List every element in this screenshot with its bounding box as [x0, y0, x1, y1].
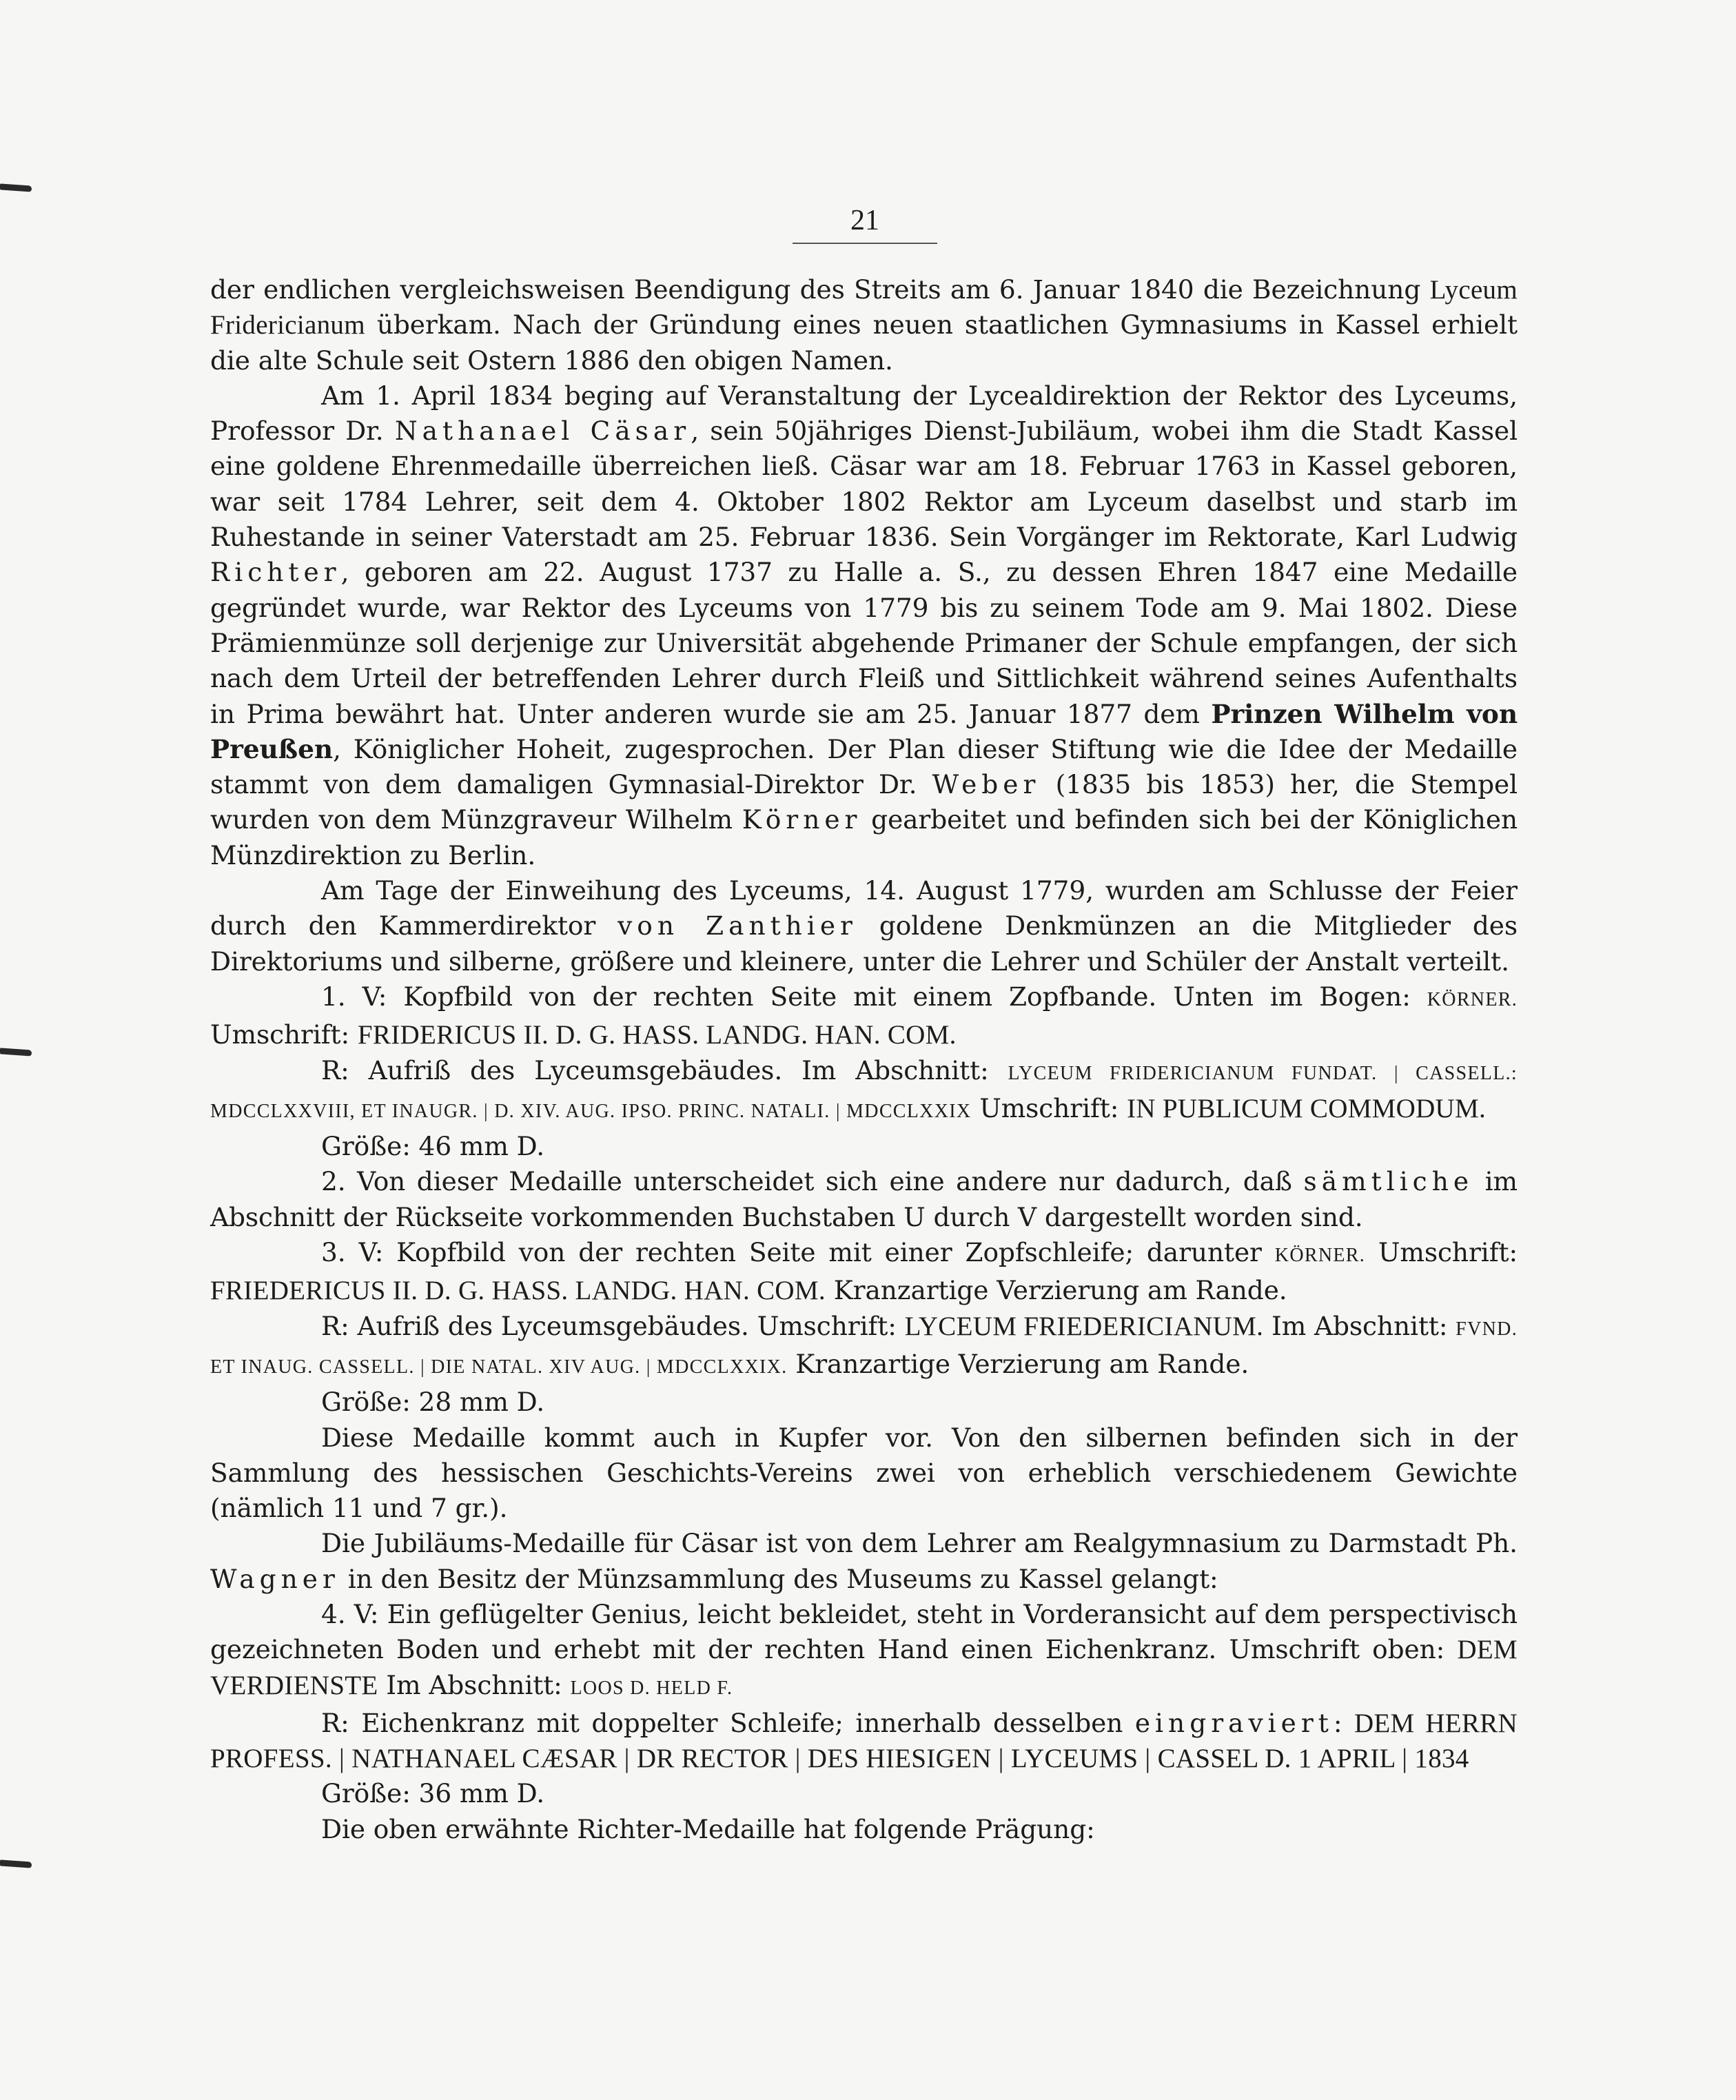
paragraph	[210, 1129, 1518, 1164]
text-run: (1835 bis 1853) her, die Stempel wurden von dem Münzgraveur Wilhelm	[210, 769, 1518, 835]
text-run: Lyceum Fridericianum	[210, 275, 1518, 340]
text-run: , geboren am 22. August 1737 zu Halle a. S., zu dessen Ehren 1847 eine Medaille gegründet wurde, war Rektor des Lyceums von 1779 bis zu seinem Tode am 9. Mai 1802. Diese Prämienmünze soll derjenige zur Universität abgehende Primaner der Schule empfangen, der sich nach dem Urteil der betreffenden Lehrer durch Fleiß und Sittlichkeit während seines Aufenthalts in Prima bewährt hat. Unter anderen wurde sie am 25. Januar 1877 dem	[210, 557, 1518, 729]
text-run: , sein 50jähriges Dienst-Jubiläum, wobei ihm die Stadt Kassel eine goldene Ehrenmedaille überreichen ließ. Cäsar war am 18. Februar 1763 in Kassel geboren, war seit 1784 Lehrer, seit dem 4. Oktober 1802 Rektor am Lyceum daselbst und starb im Ruhestande in seiner Vaterstadt am 25. Februar 1836. Sein Vorgänger im Rektorate, Karl Ludwig	[210, 416, 1518, 553]
text-run: überkam. Nach der Gründung eines neuen staatlichen Gymnasiums in Kassel erhielt die alte Schule seit Ostern 1886 den obigen Namen.	[210, 309, 1518, 376]
text-run: DEM HERRN PROFESS. | NATHANAEL CÆSAR | DR RECTOR | DES HIESIGEN | LYCEUMS | CASSEL D. 1 APRIL | 1834	[210, 1708, 1518, 1774]
text-run: Wagner	[210, 1563, 340, 1594]
text-run: , Königlicher Hoheit, zugesprochen. Der Plan dieser Stiftung wie die Idee der Medaille stammt von dem damaligen Gymnasial-Direktor Dr.	[210, 733, 1518, 800]
text-run: 4. V: Ein geflügelter Genius, leicht bekleidet, steht in Vorderansicht auf dem perspectivisch gezeichneten Boden und erhebt mit der rechten Hand einen Eichenkranz. Umschrift oben:	[210, 1598, 1518, 1665]
text-run: gearbeitet und befinden sich bei der Königlichen Münzdirektion zu Berlin.	[210, 804, 1518, 870]
paragraph	[210, 873, 1518, 979]
text-run: LOOS D. HELD F.	[570, 1677, 733, 1699]
binding-mark	[0, 1859, 32, 1868]
text-run: Größe: 46 mm D.	[321, 1131, 545, 1162]
page-number: 21	[850, 205, 879, 236]
paragraph	[210, 1385, 1518, 1420]
text-run: FVND. ET INAUG. CASSELL. | DIE NATAL. XIV AUG. | MDCCLXXIX.	[210, 1318, 1518, 1378]
text-run: Richter	[210, 557, 341, 588]
binding-mark	[0, 1048, 32, 1056]
text-run: Im Abschnitt:	[378, 1669, 571, 1700]
text-run: goldene Denkmünzen an die Mitglieder des Direktoriums und silberne, größere und kleinere, unter die Lehrer und Schüler der Anstalt verteilt.	[210, 910, 1518, 977]
text-run: Weber	[932, 769, 1041, 800]
text-run: R: Eichenkranz mit doppelter Schleife; innerhalb desselben	[321, 1707, 1135, 1738]
text-run: Die Jubiläums-Medaille für Cäsar ist von dem Lehrer am Realgymnasium zu Darmstadt Ph.	[321, 1528, 1518, 1559]
page-number-rule	[793, 243, 937, 244]
paragraph	[210, 1706, 1518, 1777]
paragraph	[210, 979, 1518, 1053]
text-run: IN PUBLICUM COMMODUM.	[1127, 1093, 1487, 1123]
text-run: 1. V: Kopfbild von der rechten Seite mit einem Zopfbande. Unten im Bogen:	[321, 981, 1427, 1012]
paragraph	[210, 1164, 1518, 1235]
text-run: KÖRNER.	[1274, 1245, 1366, 1267]
text-run: im Abschnitt der Rückseite vorkommenden Buchstaben U durch V dargestellt worden sind.	[210, 1166, 1518, 1232]
text-run: Kranzartige Verzierung am Rande.	[787, 1348, 1249, 1379]
text-run: LYCEUM FRIDERICIANUM FUNDAT. | CASSELL.: MDCCLXXVIII, ET INAUGR. | D. XIV. AUG. IPSO. PRINC. NATALI. | MDCCLXXIX	[210, 1062, 1518, 1122]
text-run: sämtliche	[1303, 1166, 1474, 1197]
text-run: Nathanael Cäsar	[394, 416, 691, 447]
paragraph	[210, 1812, 1518, 1847]
text-run: 3. V: Kopfbild von der rechten Seite mit einer Zopfschleife; darunter	[321, 1237, 1275, 1268]
text-run: Am 1. April 1834 beging auf Veranstaltung der Lycealdirektion der Rektor des Lyceums, Professor Dr.	[210, 380, 1518, 447]
text-run: Kranzartige Verzierung am Rande.	[825, 1275, 1287, 1306]
text-run: DEM VERDIENSTE	[210, 1635, 1518, 1700]
paragraph	[210, 1597, 1518, 1706]
body-text	[210, 272, 1518, 1847]
text-run: Die oben erwähnte Richter-Medaille hat folgende Prägung:	[321, 1813, 1095, 1844]
text-run: FRIEDERICUS II. D. G. HASS. LANDG. HAN. COM.	[210, 1276, 826, 1306]
paragraph	[210, 1053, 1518, 1130]
text-run: Umschrift:	[971, 1092, 1127, 1123]
paragraph	[210, 1309, 1518, 1385]
text-run: Umschrift:	[210, 1019, 358, 1050]
text-run: R: Aufriß des Lyceumsgebäudes. Im Abschnitt:	[321, 1054, 1008, 1085]
text-run: R: Aufriß des Lyceumsgebäudes. Umschrift:	[321, 1310, 905, 1341]
text-run: FRIDERICUS II. D. G. HASS. LANDG. HAN. COM.	[357, 1020, 957, 1050]
text-run: eingraviert	[1134, 1707, 1334, 1738]
text-run: Körner	[742, 804, 862, 835]
text-run: der endlichen vergleichsweisen Beendigung des Streits am 6. Januar 1840 die Bezeichnung	[210, 274, 1430, 305]
text-run: Prinzen Wilhelm von Preußen	[210, 698, 1518, 764]
text-run: LYCEUM FRIEDERICIANUM.	[904, 1311, 1264, 1341]
text-run: KÖRNER.	[1427, 988, 1518, 1010]
text-run: Umschrift:	[1365, 1237, 1518, 1268]
text-run: in den Besitz der Münzsammlung des Museums zu Kassel gelangt:	[339, 1563, 1218, 1594]
paragraph	[210, 1235, 1518, 1309]
binding-mark	[0, 183, 32, 192]
text-run: von Zanthier	[617, 910, 857, 941]
text-run: Größe: 36 mm D.	[321, 1778, 545, 1809]
paragraph	[210, 1420, 1518, 1527]
text-run: 2. Von dieser Medaille unterscheidet sich eine andere nur dadurch, daß	[321, 1166, 1304, 1197]
text-run: Größe: 28 mm D.	[321, 1387, 545, 1418]
paragraph	[210, 1526, 1518, 1597]
text-run: Am Tage der Einweihung des Lyceums, 14. August 1779, wurden am Schlusse der Feier durch den Kammerdirektor	[210, 875, 1518, 941]
text-run: :	[1333, 1707, 1354, 1738]
paragraph	[210, 1776, 1518, 1811]
paragraph	[210, 272, 1518, 378]
text-run: Diese Medaille kommt auch in Kupfer vor. Von den silbernen befinden sich in der Sammlung des hessischen Geschichts-Vereins zwei von erheblich verschiedenem Gewichte (nämlich 11 und 7 gr.).	[210, 1422, 1518, 1524]
paragraph	[210, 378, 1518, 873]
text-run: Im Abschnitt:	[1263, 1310, 1456, 1341]
